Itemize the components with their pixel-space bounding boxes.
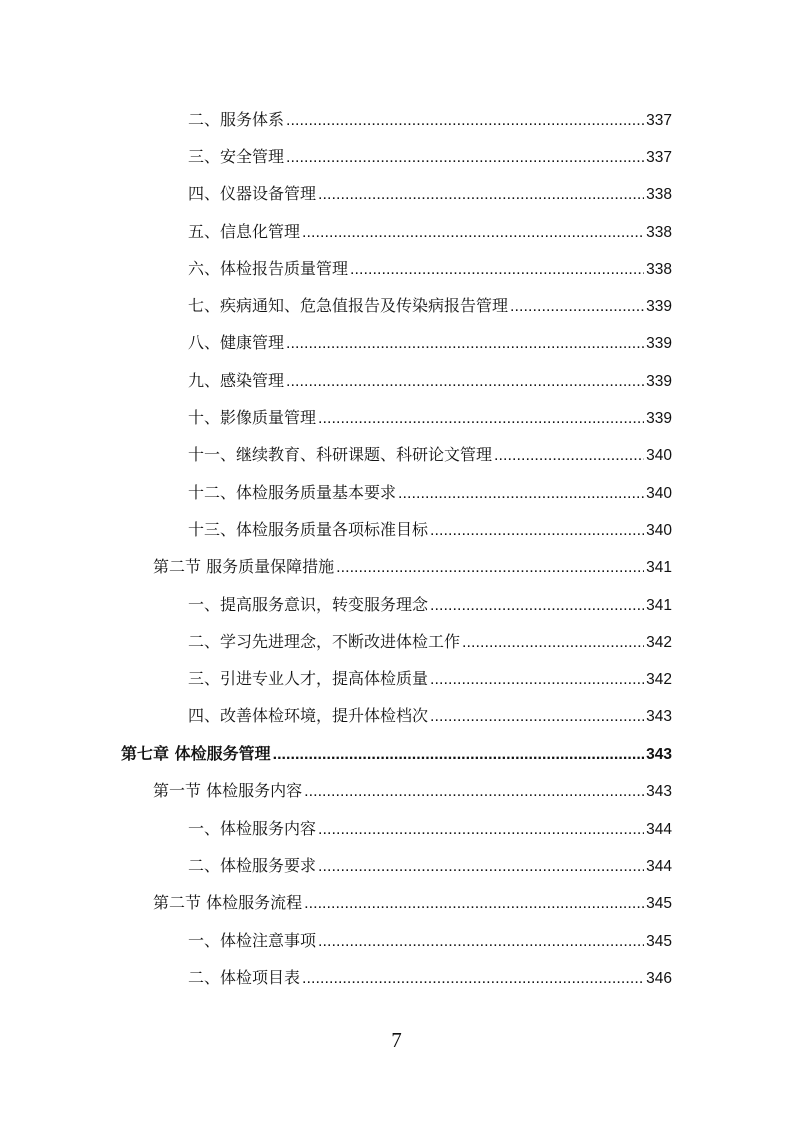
toc-entry[interactable]	[188, 294, 672, 318]
dot-leader	[318, 407, 644, 431]
toc-entry-title: 二、体检项目表	[188, 968, 301, 987]
toc-entry-page: 339	[646, 373, 672, 390]
dot-leader	[318, 855, 644, 879]
toc-entry-title: 十三、体检服务质量各项标准目标	[188, 520, 429, 539]
toc-entry[interactable]	[188, 369, 672, 393]
dot-leader	[302, 221, 644, 245]
toc-entry-page: 337	[646, 149, 672, 166]
toc-entry-page: 340	[646, 447, 672, 464]
dot-leader	[286, 332, 644, 356]
toc-entry-title: 九、感染管理	[188, 371, 285, 390]
dot-leader	[302, 967, 644, 991]
toc-entry-page: 339	[646, 335, 672, 352]
toc-entry-page: 343	[646, 708, 672, 725]
toc-entry[interactable]	[188, 704, 672, 728]
toc-entry-page: 338	[646, 186, 672, 203]
dot-leader	[286, 146, 644, 170]
toc-entry[interactable]	[188, 145, 672, 169]
dot-leader	[462, 631, 644, 655]
toc-entry-page: 341	[646, 597, 672, 614]
toc-entry[interactable]	[153, 779, 672, 803]
toc-entry[interactable]	[188, 929, 672, 953]
toc-entry-page: 345	[646, 895, 672, 912]
dot-leader	[350, 258, 644, 282]
toc-entry[interactable]	[188, 481, 672, 505]
toc-entry-title: 二、体检服务要求	[188, 856, 317, 875]
dot-leader	[430, 705, 644, 729]
toc-entry[interactable]	[153, 891, 672, 915]
toc-entry-page: 344	[646, 821, 672, 838]
toc-entry-page: 341	[646, 559, 672, 576]
toc-entry-title: 三、引进专业人才，提高体检质量	[188, 669, 429, 688]
toc-entry[interactable]	[188, 331, 672, 355]
toc-entry[interactable]	[188, 667, 672, 691]
toc-entry[interactable]	[188, 108, 672, 132]
toc-entry-title: 二、服务体系	[188, 110, 285, 129]
toc-entry-title: 十、影像质量管理	[188, 408, 317, 427]
toc-entry-page: 343	[646, 746, 672, 763]
toc-entry-page: 338	[646, 261, 672, 278]
toc-entry[interactable]	[188, 854, 672, 878]
dot-leader	[286, 109, 644, 133]
toc-entry-page: 339	[646, 298, 672, 315]
toc-entry-title: 二、学习先进理念，不断改进体检工作	[188, 632, 461, 651]
toc-entry-page: 343	[646, 783, 672, 800]
toc-entry[interactable]	[188, 966, 672, 990]
dot-leader	[318, 930, 644, 954]
toc-entry-title: 十二、体检服务质量基本要求	[188, 483, 397, 502]
toc-entry-title: 四、改善体检环境，提升体检档次	[188, 706, 429, 725]
dot-leader	[304, 780, 644, 804]
toc-entry[interactable]	[188, 817, 672, 841]
toc-entry[interactable]	[188, 182, 672, 206]
toc-entry-page: 342	[646, 671, 672, 688]
toc-entry-title: 十一、继续教育、科研课题、科研论文管理	[188, 445, 493, 464]
toc-entry[interactable]	[153, 555, 672, 579]
toc-entry-title: 三、安全管理	[188, 147, 285, 166]
dot-leader	[430, 519, 644, 543]
toc-entry-page: 337	[646, 112, 672, 129]
toc-entry-page: 339	[646, 410, 672, 427]
page-number: 7	[391, 1028, 402, 1052]
toc-entry-title: 第二节 服务质量保障措施	[153, 557, 335, 576]
toc-entry-title: 一、体检服务内容	[188, 819, 317, 838]
toc-entry-page: 344	[646, 858, 672, 875]
toc-entry[interactable]	[188, 257, 672, 281]
toc-entry-title: 一、提高服务意识，转变服务理念	[188, 595, 429, 614]
dot-leader	[430, 594, 644, 618]
toc-entry-title: 第二节 体检服务流程	[153, 893, 303, 912]
toc-entry[interactable]	[188, 630, 672, 654]
dot-leader	[494, 444, 644, 468]
toc-entry-title: 五、信息化管理	[188, 222, 301, 241]
toc-entry-chapter[interactable]	[121, 742, 672, 766]
toc-entry-title: 八、健康管理	[188, 333, 285, 352]
toc-entry-page: 346	[646, 970, 672, 987]
toc-entry[interactable]	[188, 406, 672, 430]
toc-entry-page: 342	[646, 634, 672, 651]
dot-leader	[510, 295, 644, 319]
dot-leader	[318, 183, 644, 207]
toc-entry-page: 338	[646, 224, 672, 241]
dot-leader	[304, 892, 644, 916]
toc-entry-page: 345	[646, 933, 672, 950]
toc-entry-title: 六、体检报告质量管理	[188, 259, 349, 278]
toc-entry-title: 四、仪器设备管理	[188, 184, 317, 203]
dot-leader	[398, 482, 644, 506]
toc-entry[interactable]	[188, 220, 672, 244]
dot-leader	[430, 668, 644, 692]
toc-entry[interactable]	[188, 518, 672, 542]
toc-entry-page: 340	[646, 485, 672, 502]
dot-leader	[273, 743, 645, 767]
dot-leader	[336, 556, 644, 580]
toc-entry[interactable]	[188, 593, 672, 617]
toc-entry-title: 第七章 体检服务管理	[121, 744, 271, 763]
toc-entry-page: 340	[646, 522, 672, 539]
toc-entry-title: 第一节 体检服务内容	[153, 781, 303, 800]
dot-leader	[318, 818, 644, 842]
toc-entry-title: 一、体检注意事项	[188, 931, 317, 950]
dot-leader	[286, 370, 644, 394]
toc-entry[interactable]	[188, 443, 672, 467]
toc-entry-title: 七、疾病通知、危急值报告及传染病报告管理	[188, 296, 509, 315]
